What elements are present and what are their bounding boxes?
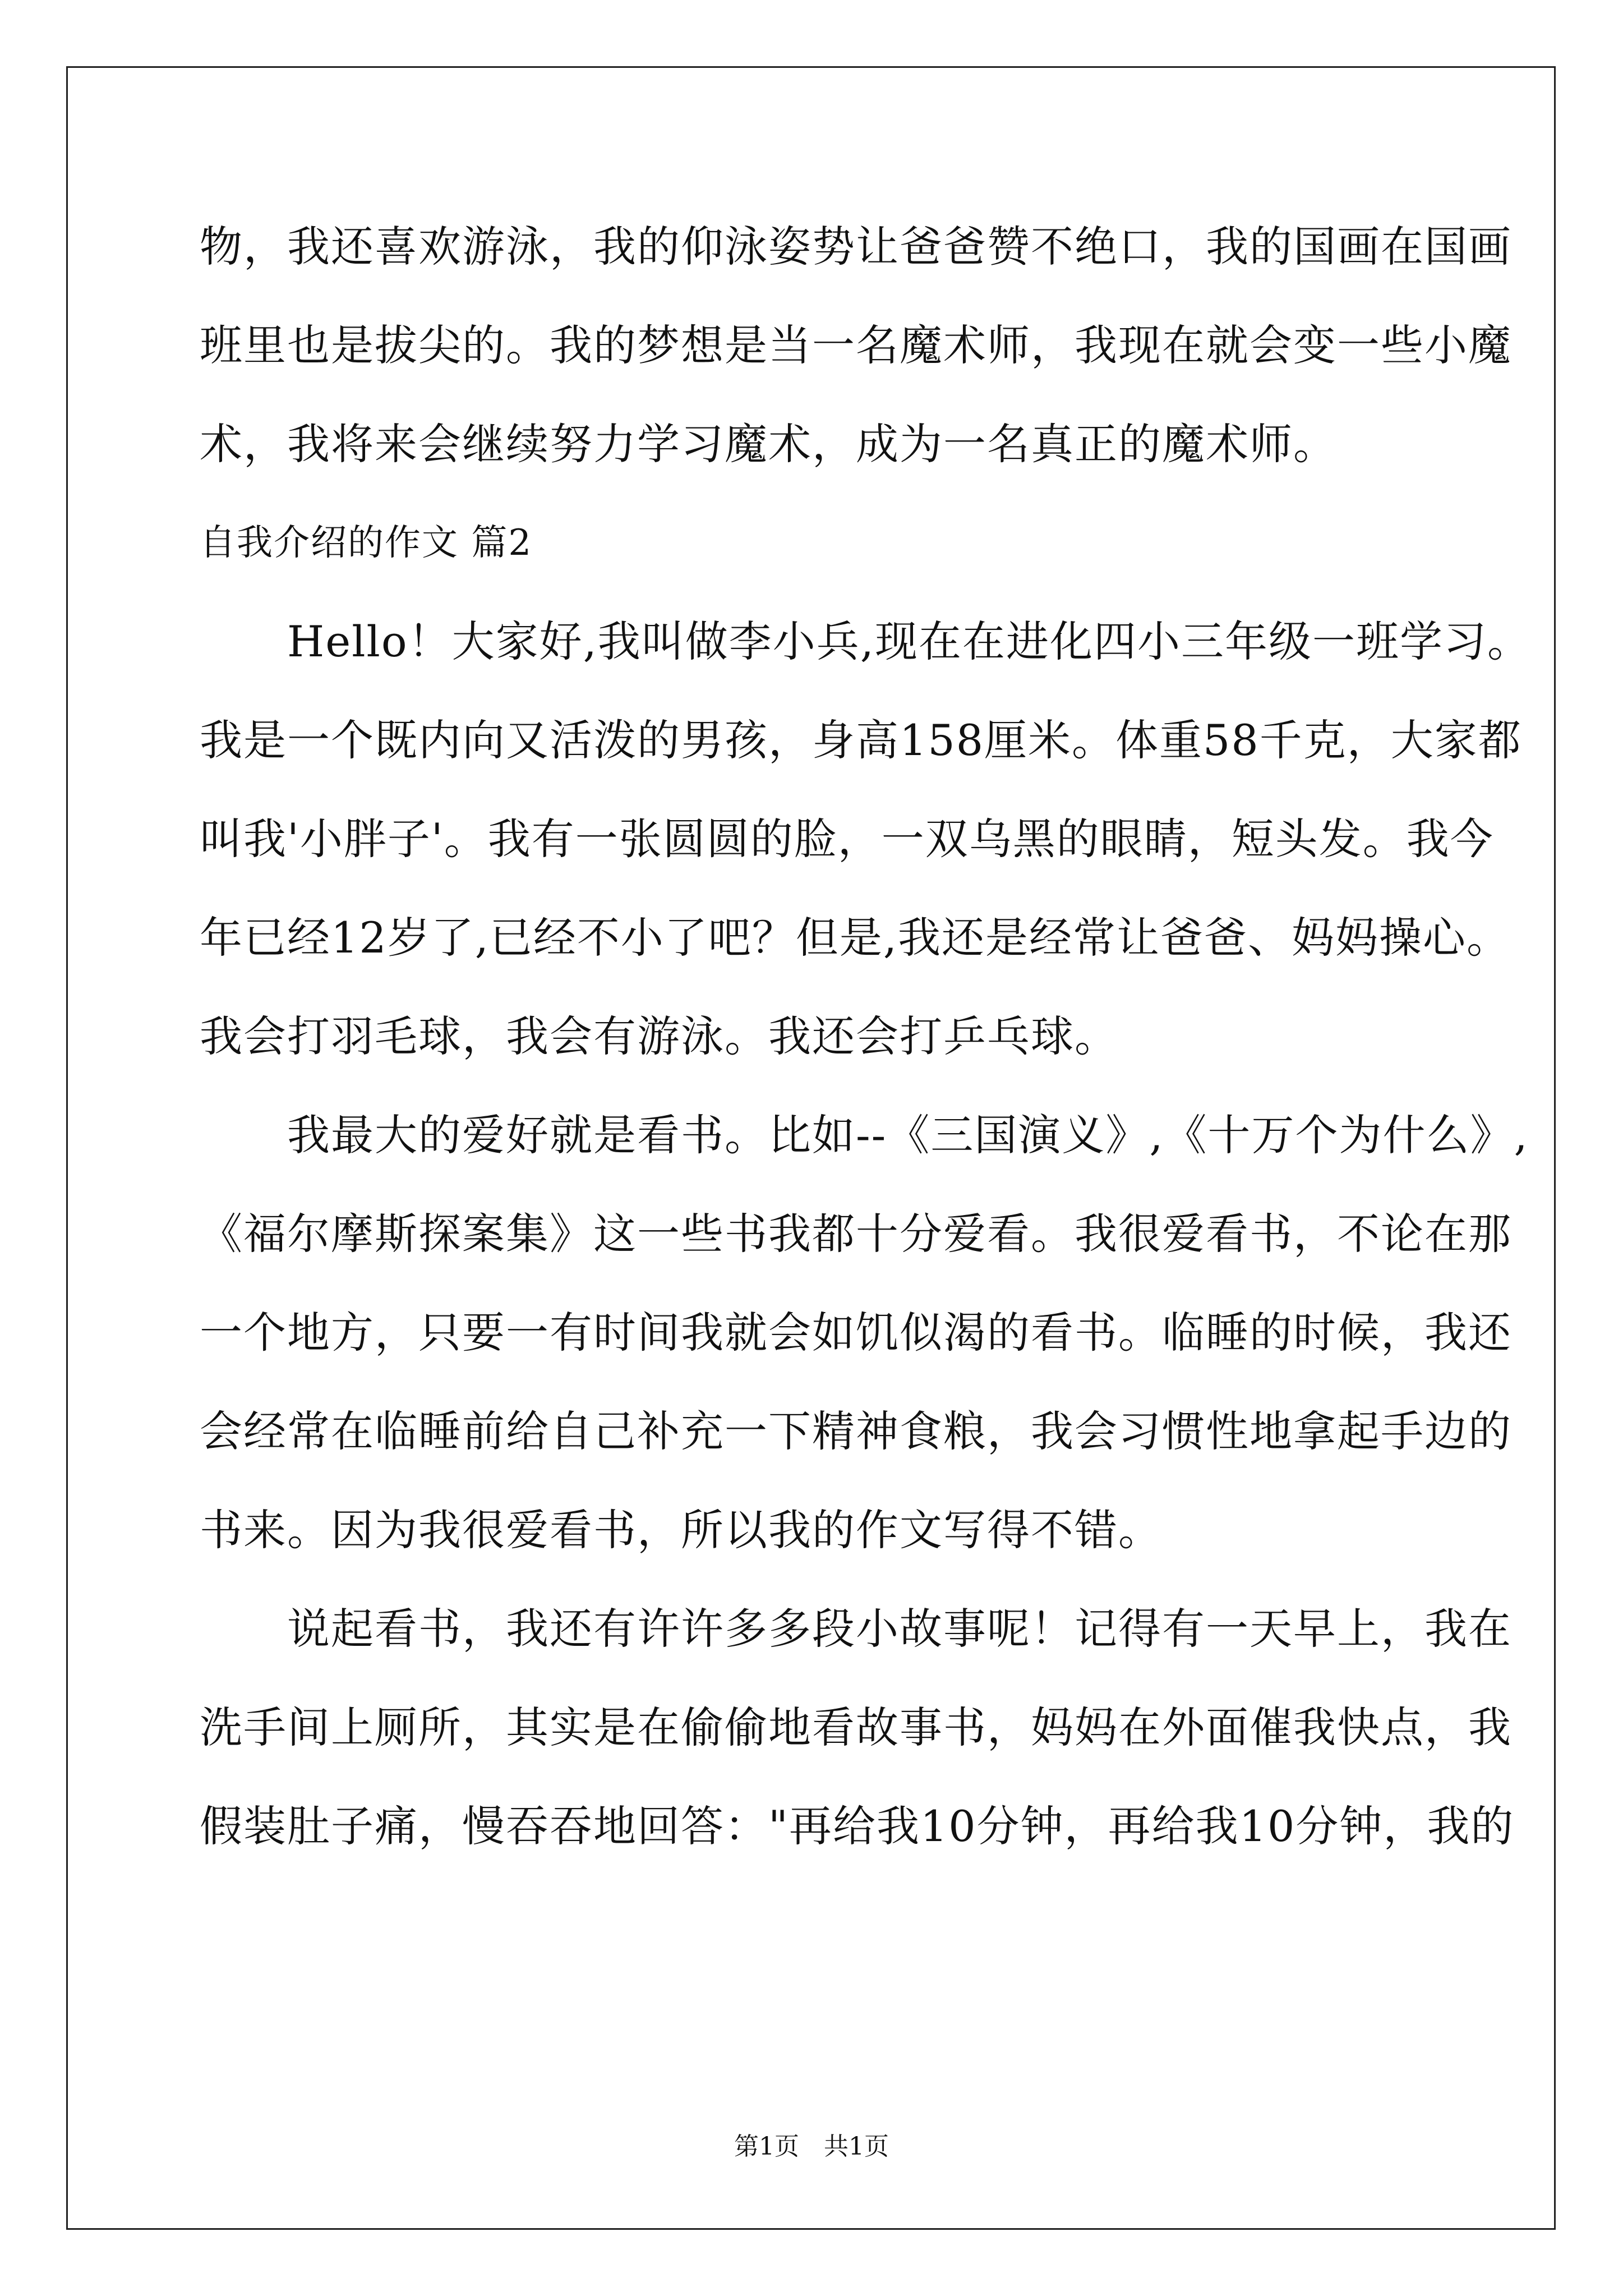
text-line: 假装肚子痛，慢吞吞地回答："再给我10分钟，再给我10分钟，我的 <box>200 1801 1515 1851</box>
text-line: 叫我'小胖子'。我有一张圆圆的脸，一双乌黑的眼睛，短头发。我今 <box>200 814 1494 864</box>
text-line: 会经常在临睡前给自己补充一下精神食粮，我会习惯性地拿起手边的 <box>200 1406 1512 1456</box>
text-line: 书来。因为我很爱看书，所以我的作文写得不错。 <box>200 1505 1162 1555</box>
text-line: 说起看书，我还有许许多多段小故事呢！记得有一天早上，我在 <box>200 1604 1512 1654</box>
text-line: 班里也是拔尖的。我的梦想是当一名魔术师，我现在就会变一些小魔 <box>200 320 1512 370</box>
text-line: 我最大的爱好就是看书。比如--《三国演义》,《十万个为什么》, <box>200 1110 1529 1160</box>
page-footer: 第1页 共1页 <box>734 2132 889 2161</box>
text-line: 我会打羽毛球，我会有游泳。我还会打乒乓球。 <box>200 1011 1118 1061</box>
text-line: 一个地方，只要一有时间我就会如饥似渴的看书。临睡的时候，我还 <box>200 1308 1512 1358</box>
text-line: Hello！大家好,我叫做李小兵,现在在进化四小三年级一班学习。 <box>200 616 1531 666</box>
text-line: 物，我还喜欢游泳，我的仰泳姿势让爸爸赞不绝口，我的国画在国画 <box>200 222 1512 272</box>
text-line: 洗手间上厕所，其实是在偷偷地看故事书，妈妈在外面催我快点，我 <box>200 1703 1512 1752</box>
text-line: 年已经12岁了,已经不小了吧？但是,我还是经常让爸爸、妈妈操心。 <box>200 913 1511 963</box>
text-line: 我是一个既内向又活泼的男孩，身高158厘米。体重58千克，大家都 <box>200 715 1522 765</box>
document-body <box>200 197 1531 1876</box>
text-line: 术，我将来会继续努力学习魔术，成为一名真正的魔术师。 <box>200 419 1337 469</box>
section-heading: 自我介绍的作文 篇2 <box>200 522 533 564</box>
text-line: 《福尔摩斯探案集》这一些书我都十分爱看。我很爱看书，不论在那 <box>200 1209 1512 1259</box>
